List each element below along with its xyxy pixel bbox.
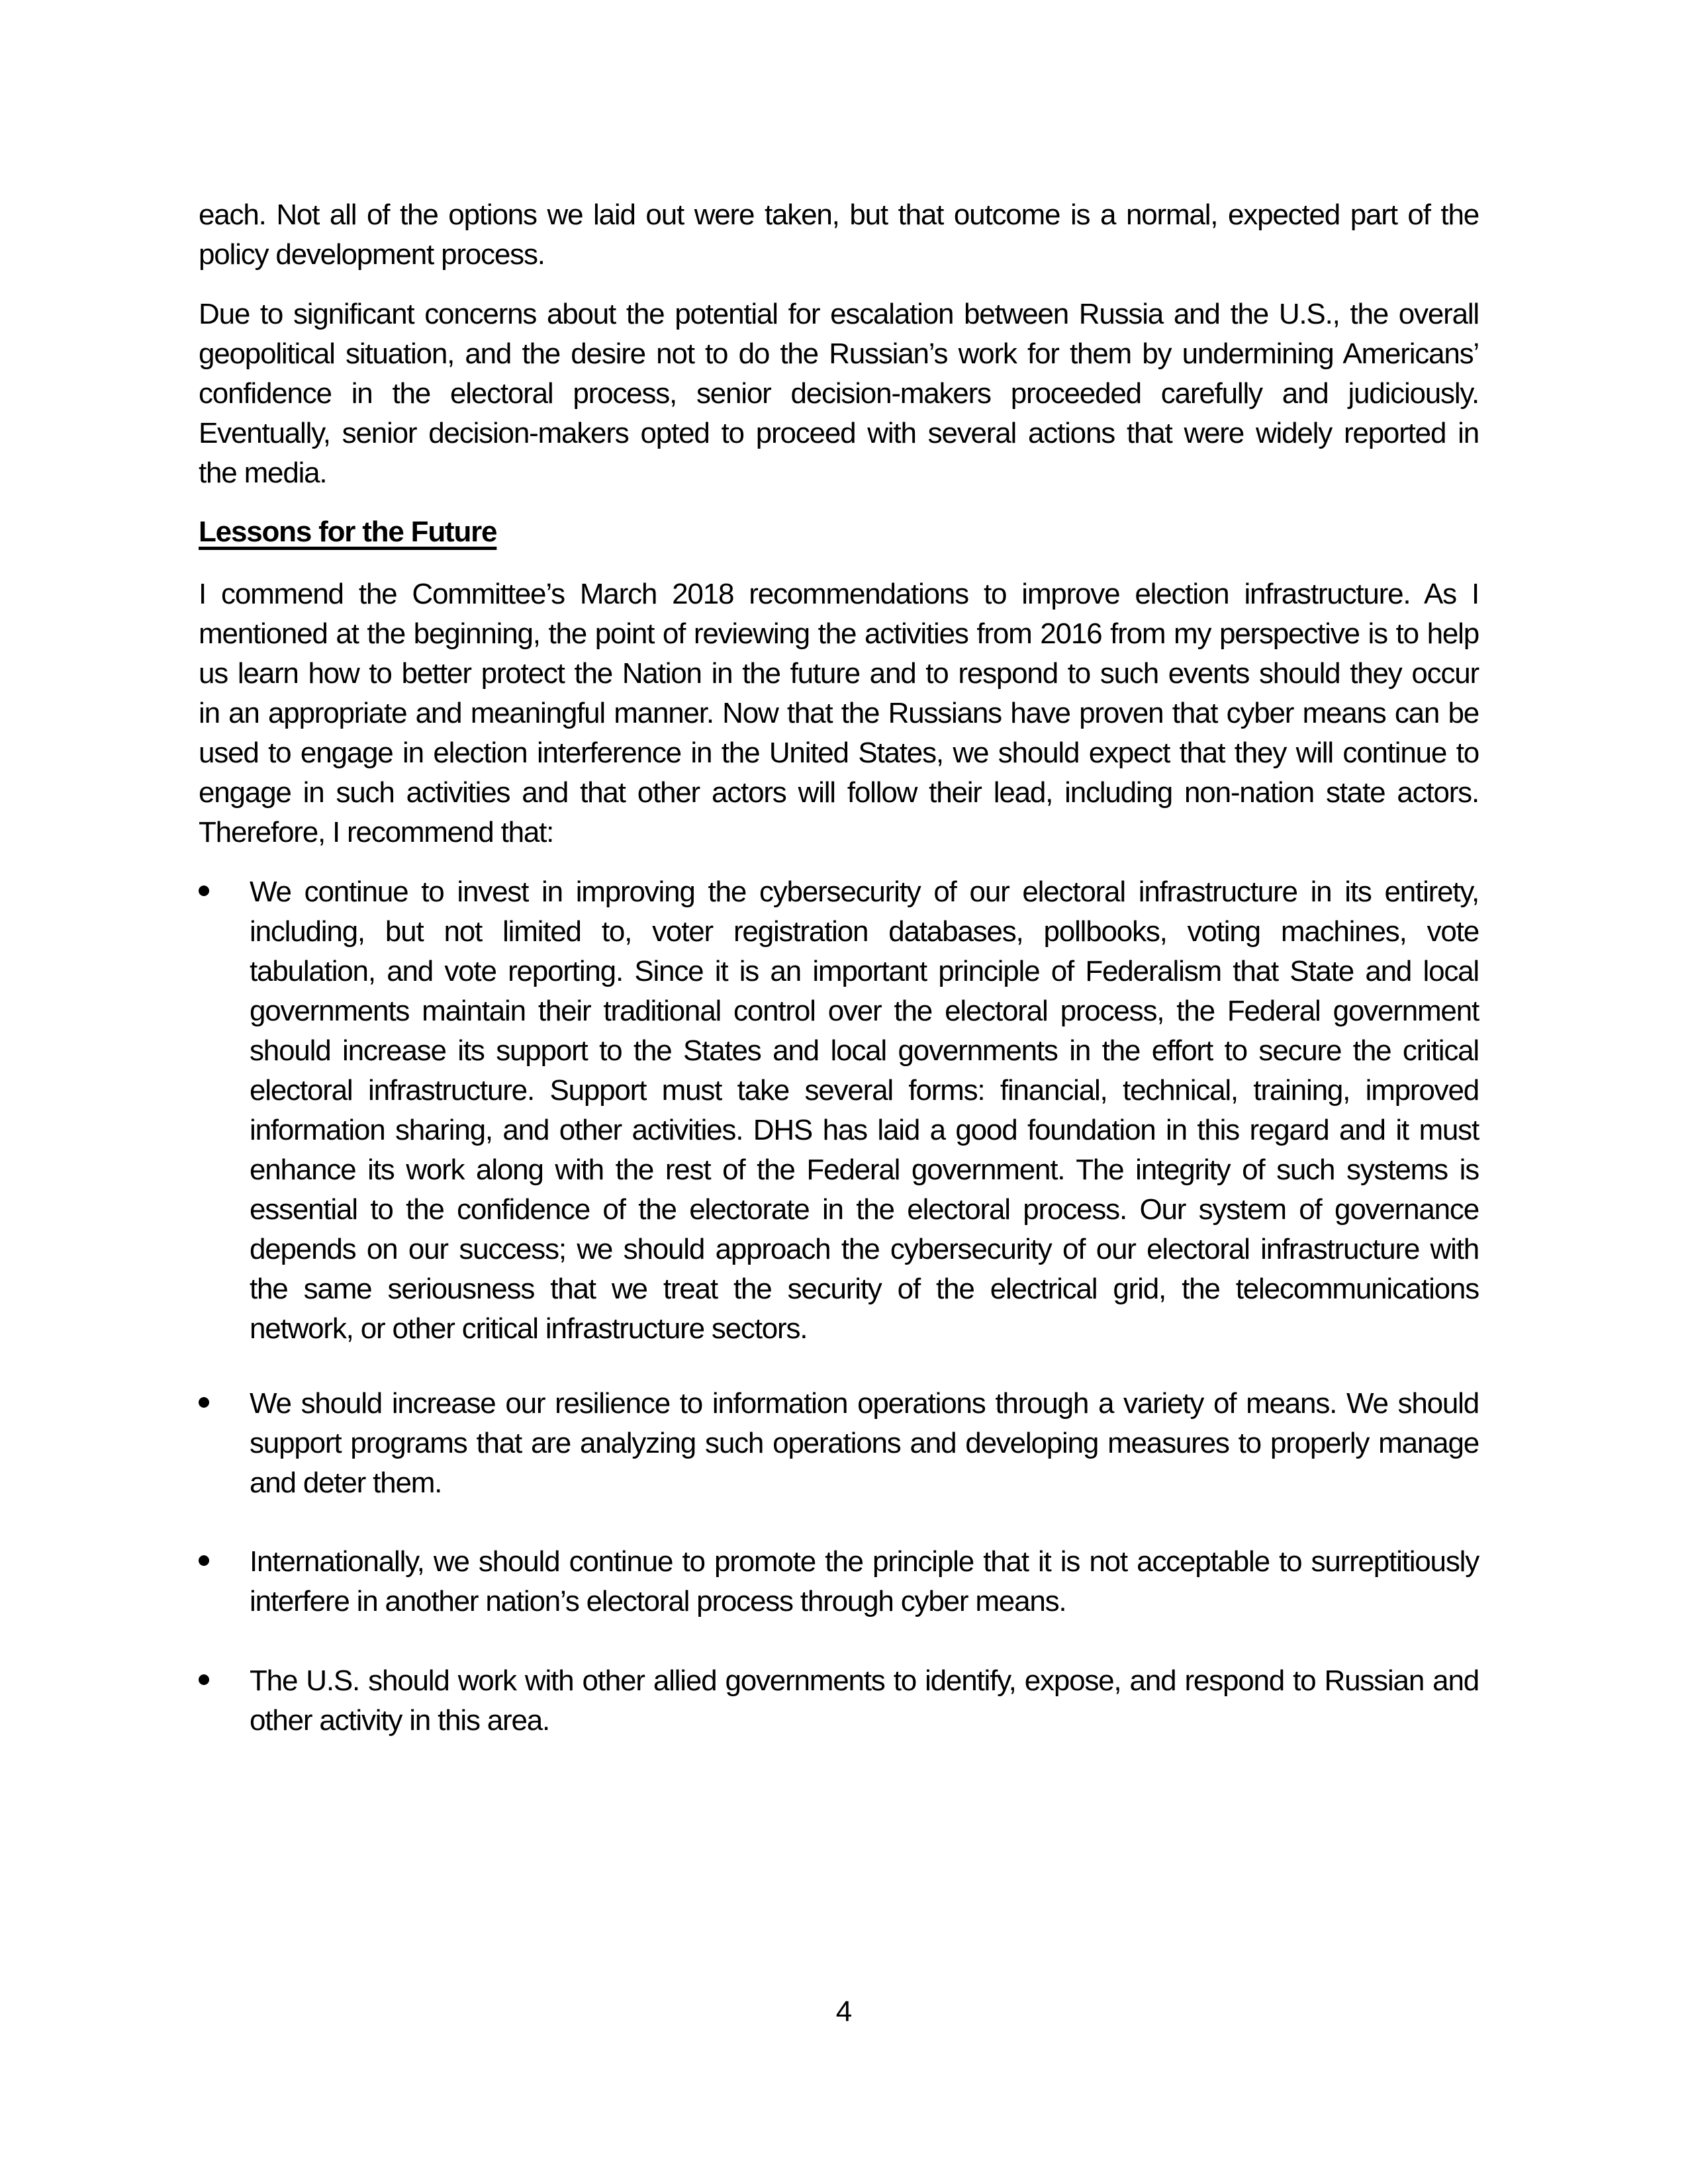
text-line: in an appropriate and meaningful manner. Now that the Russians have proven that cyber means can be	[199, 697, 1479, 729]
text-line: and deter them.	[250, 1467, 442, 1499]
section-heading: Lessons for the Future	[199, 516, 497, 548]
bullet-text	[250, 872, 1479, 1349]
text-line: Eventually, senior decision-makers opted to proceed with several actions that were widely reported in	[199, 417, 1479, 449]
bullet-icon	[199, 1674, 209, 1685]
text-line: enhance its work along with the rest of the Federal government. The integrity of such systems is	[250, 1154, 1479, 1186]
text-line: governments maintain their traditional control over the electoral process, the Federal government	[250, 995, 1479, 1027]
paragraph-continuation	[199, 195, 1479, 275]
text-line: the same seriousness that we treat the security of the electrical grid, the telecommunications	[250, 1273, 1479, 1305]
text-line: I commend the Committee’s March 2018 recommendations to improve election infrastructure. As I	[199, 578, 1479, 610]
text-line: us learn how to better protect the Nation in the future and to respond to such events should they occur	[199, 657, 1479, 690]
paragraph-intro	[199, 574, 1479, 852]
text-line: Therefore, I recommend that:	[199, 816, 554, 848]
text-line: other activity in this area.	[250, 1704, 550, 1737]
text-line: We should increase our resilience to information operations through a variety of means. We should	[250, 1387, 1479, 1420]
text-line: mentioned at the beginning, the point of reviewing the activities from 2016 from my perspective is to help	[199, 617, 1479, 650]
text-line: interfere in another nation’s electoral process through cyber means.	[250, 1585, 1066, 1617]
text-line: We continue to invest in improving the cybersecurity of our electoral infrastructure in its entirety,	[250, 876, 1479, 908]
text-line: policy development process.	[199, 238, 545, 271]
text-line: geopolitical situation, and the desire not to do the Russian’s work for them by undermining Americans’	[199, 338, 1479, 370]
text-line: each. Not all of the options we laid out were taken, but that outcome is a normal, expected part of the	[199, 199, 1479, 231]
text-line: engage in such activities and that other actors will follow their lead, including non-nation state actors.	[199, 776, 1479, 809]
text-line: Internationally, we should continue to promote the principle that it is not acceptable to surreptitiously	[250, 1545, 1479, 1578]
bullet-icon	[199, 1397, 209, 1408]
text-line: network, or other critical infrastructure sectors.	[250, 1312, 808, 1345]
page-number: 4	[835, 1995, 853, 2028]
text-line: should increase its support to the States and local governments in the effort to secure the critical	[250, 1034, 1479, 1067]
text-line: support programs that are analyzing such operations and developing measures to properly manage	[250, 1427, 1479, 1459]
text-line: electoral infrastructure. Support must take several forms: financial, technical, training, improved	[250, 1074, 1479, 1107]
text-line: including, but not limited to, voter registration databases, pollbooks, voting machines, vote	[250, 915, 1479, 948]
text-line: the media.	[199, 457, 327, 489]
text-line: depends on our success; we should approach the cybersecurity of our electoral infrastructure with	[250, 1233, 1479, 1265]
text-line: tabulation, and vote reporting. Since it is an important principle of Federalism that State and local	[250, 955, 1479, 987]
bullet-text	[250, 1661, 1479, 1741]
bullet-icon	[199, 886, 209, 896]
bullet-text	[250, 1542, 1479, 1621]
text-line: used to engage in election interference in the United States, we should expect that they will continue to	[199, 737, 1479, 769]
text-line: information sharing, and other activities. DHS has laid a good foundation in this regard and it must	[250, 1114, 1479, 1146]
bullet-icon	[199, 1555, 209, 1566]
text-line: Due to significant concerns about the potential for escalation between Russia and the U.S., the overall	[199, 298, 1479, 330]
paragraph-escalation	[199, 295, 1479, 493]
text-line: The U.S. should work with other allied governments to identify, expose, and respond to Russian and	[250, 1664, 1479, 1697]
text-line: essential to the confidence of the electorate in the electoral process. Our system of governance	[250, 1193, 1479, 1226]
text-line: confidence in the electoral process, senior decision-makers proceeded carefully and judiciously.	[199, 377, 1479, 410]
bullet-text	[250, 1384, 1479, 1503]
